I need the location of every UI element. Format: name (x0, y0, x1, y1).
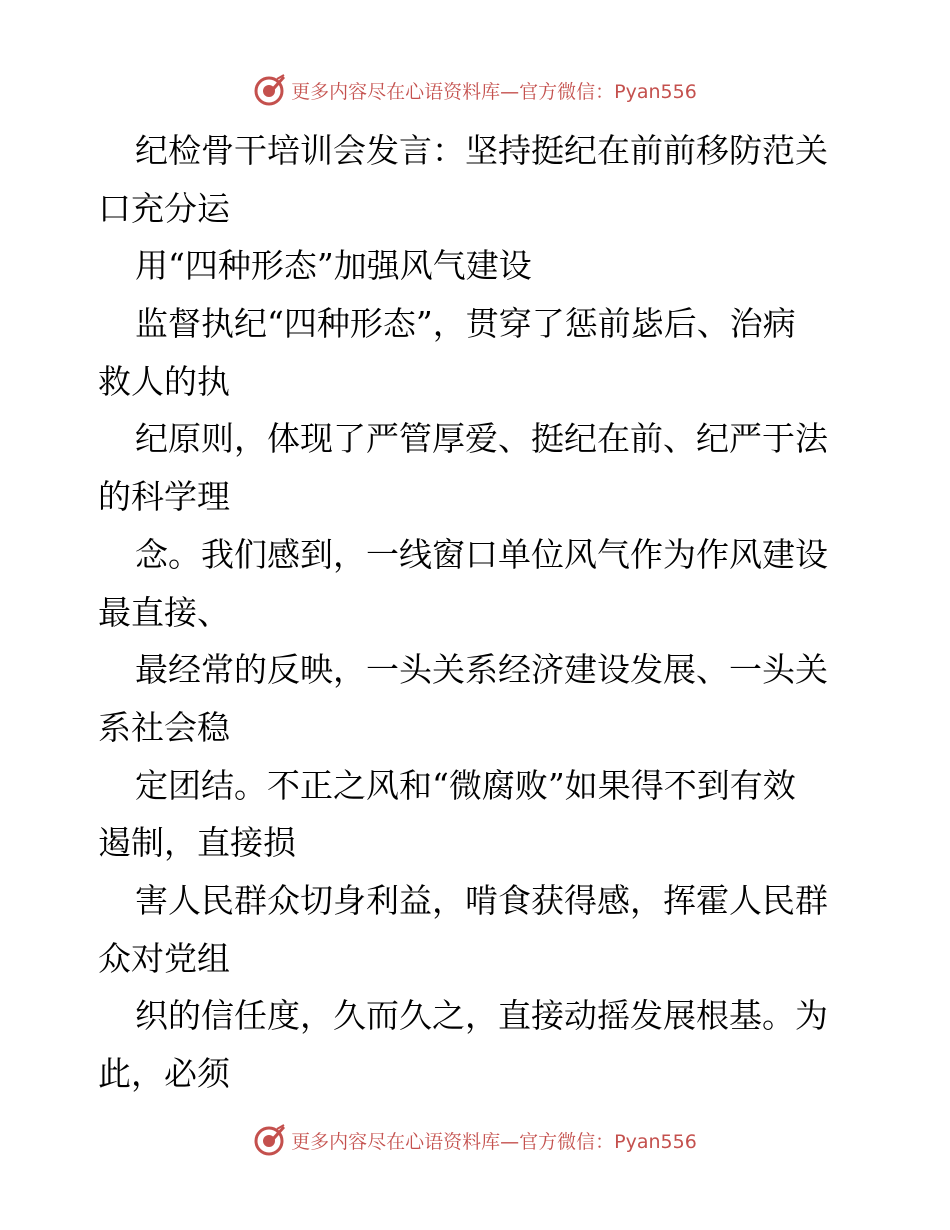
text-line: 害人民群众切身利益，啃食获得感，挥霍人民群 (135, 880, 828, 920)
footer-banner-text: 更多内容尽在心语资料库—官方微信：Pyan556 (291, 1130, 697, 1153)
text-line: 救人的执 (98, 361, 230, 401)
header-banner-text: 更多内容尽在心语资料库—官方微信：Pyan556 (291, 80, 697, 103)
text-line: 念。我们感到，一线窗口单位风气作为作风建设 (135, 534, 828, 574)
footer-banner-content (253, 1123, 697, 1157)
text-line: 系社会稳 (98, 707, 230, 747)
text-line: 监督执纪“四种形态”，贯穿了惩前毖后、治病 (135, 304, 796, 344)
text-line: 此，必须 (98, 1054, 230, 1093)
text-line: 纪检骨干培训会发言：坚持挺纪在前前移防范关 (135, 131, 828, 170)
header-banner-content (253, 73, 697, 107)
footer-banner (0, 1120, 950, 1160)
document-body (98, 122, 853, 1103)
text-line: 定团结。不正之风和“微腐败”如果得不到有效 (135, 765, 796, 805)
text-line: 织的信任度，久而久之，直接动摇发展根基。为 (135, 996, 828, 1036)
text-line: 纪原则，体现了严管厚爱、挺纪在前、纪严于法 (135, 419, 828, 459)
header-banner (0, 70, 950, 110)
text-line: 众对党组 (98, 938, 230, 978)
quill-pen-logo-icon (253, 1123, 287, 1157)
text-line: 最直接、 (98, 592, 230, 632)
text-line: 遏制，直接损 (98, 823, 296, 863)
text-line: 最经常的反映，一头关系经济建设发展、一头关 (135, 650, 828, 690)
text-line: 口充分运 (98, 188, 230, 228)
quill-pen-logo-icon (253, 73, 287, 107)
text-line: 用“四种形态”加强风气建设 (135, 246, 532, 286)
text-line: 的科学理 (98, 477, 230, 517)
